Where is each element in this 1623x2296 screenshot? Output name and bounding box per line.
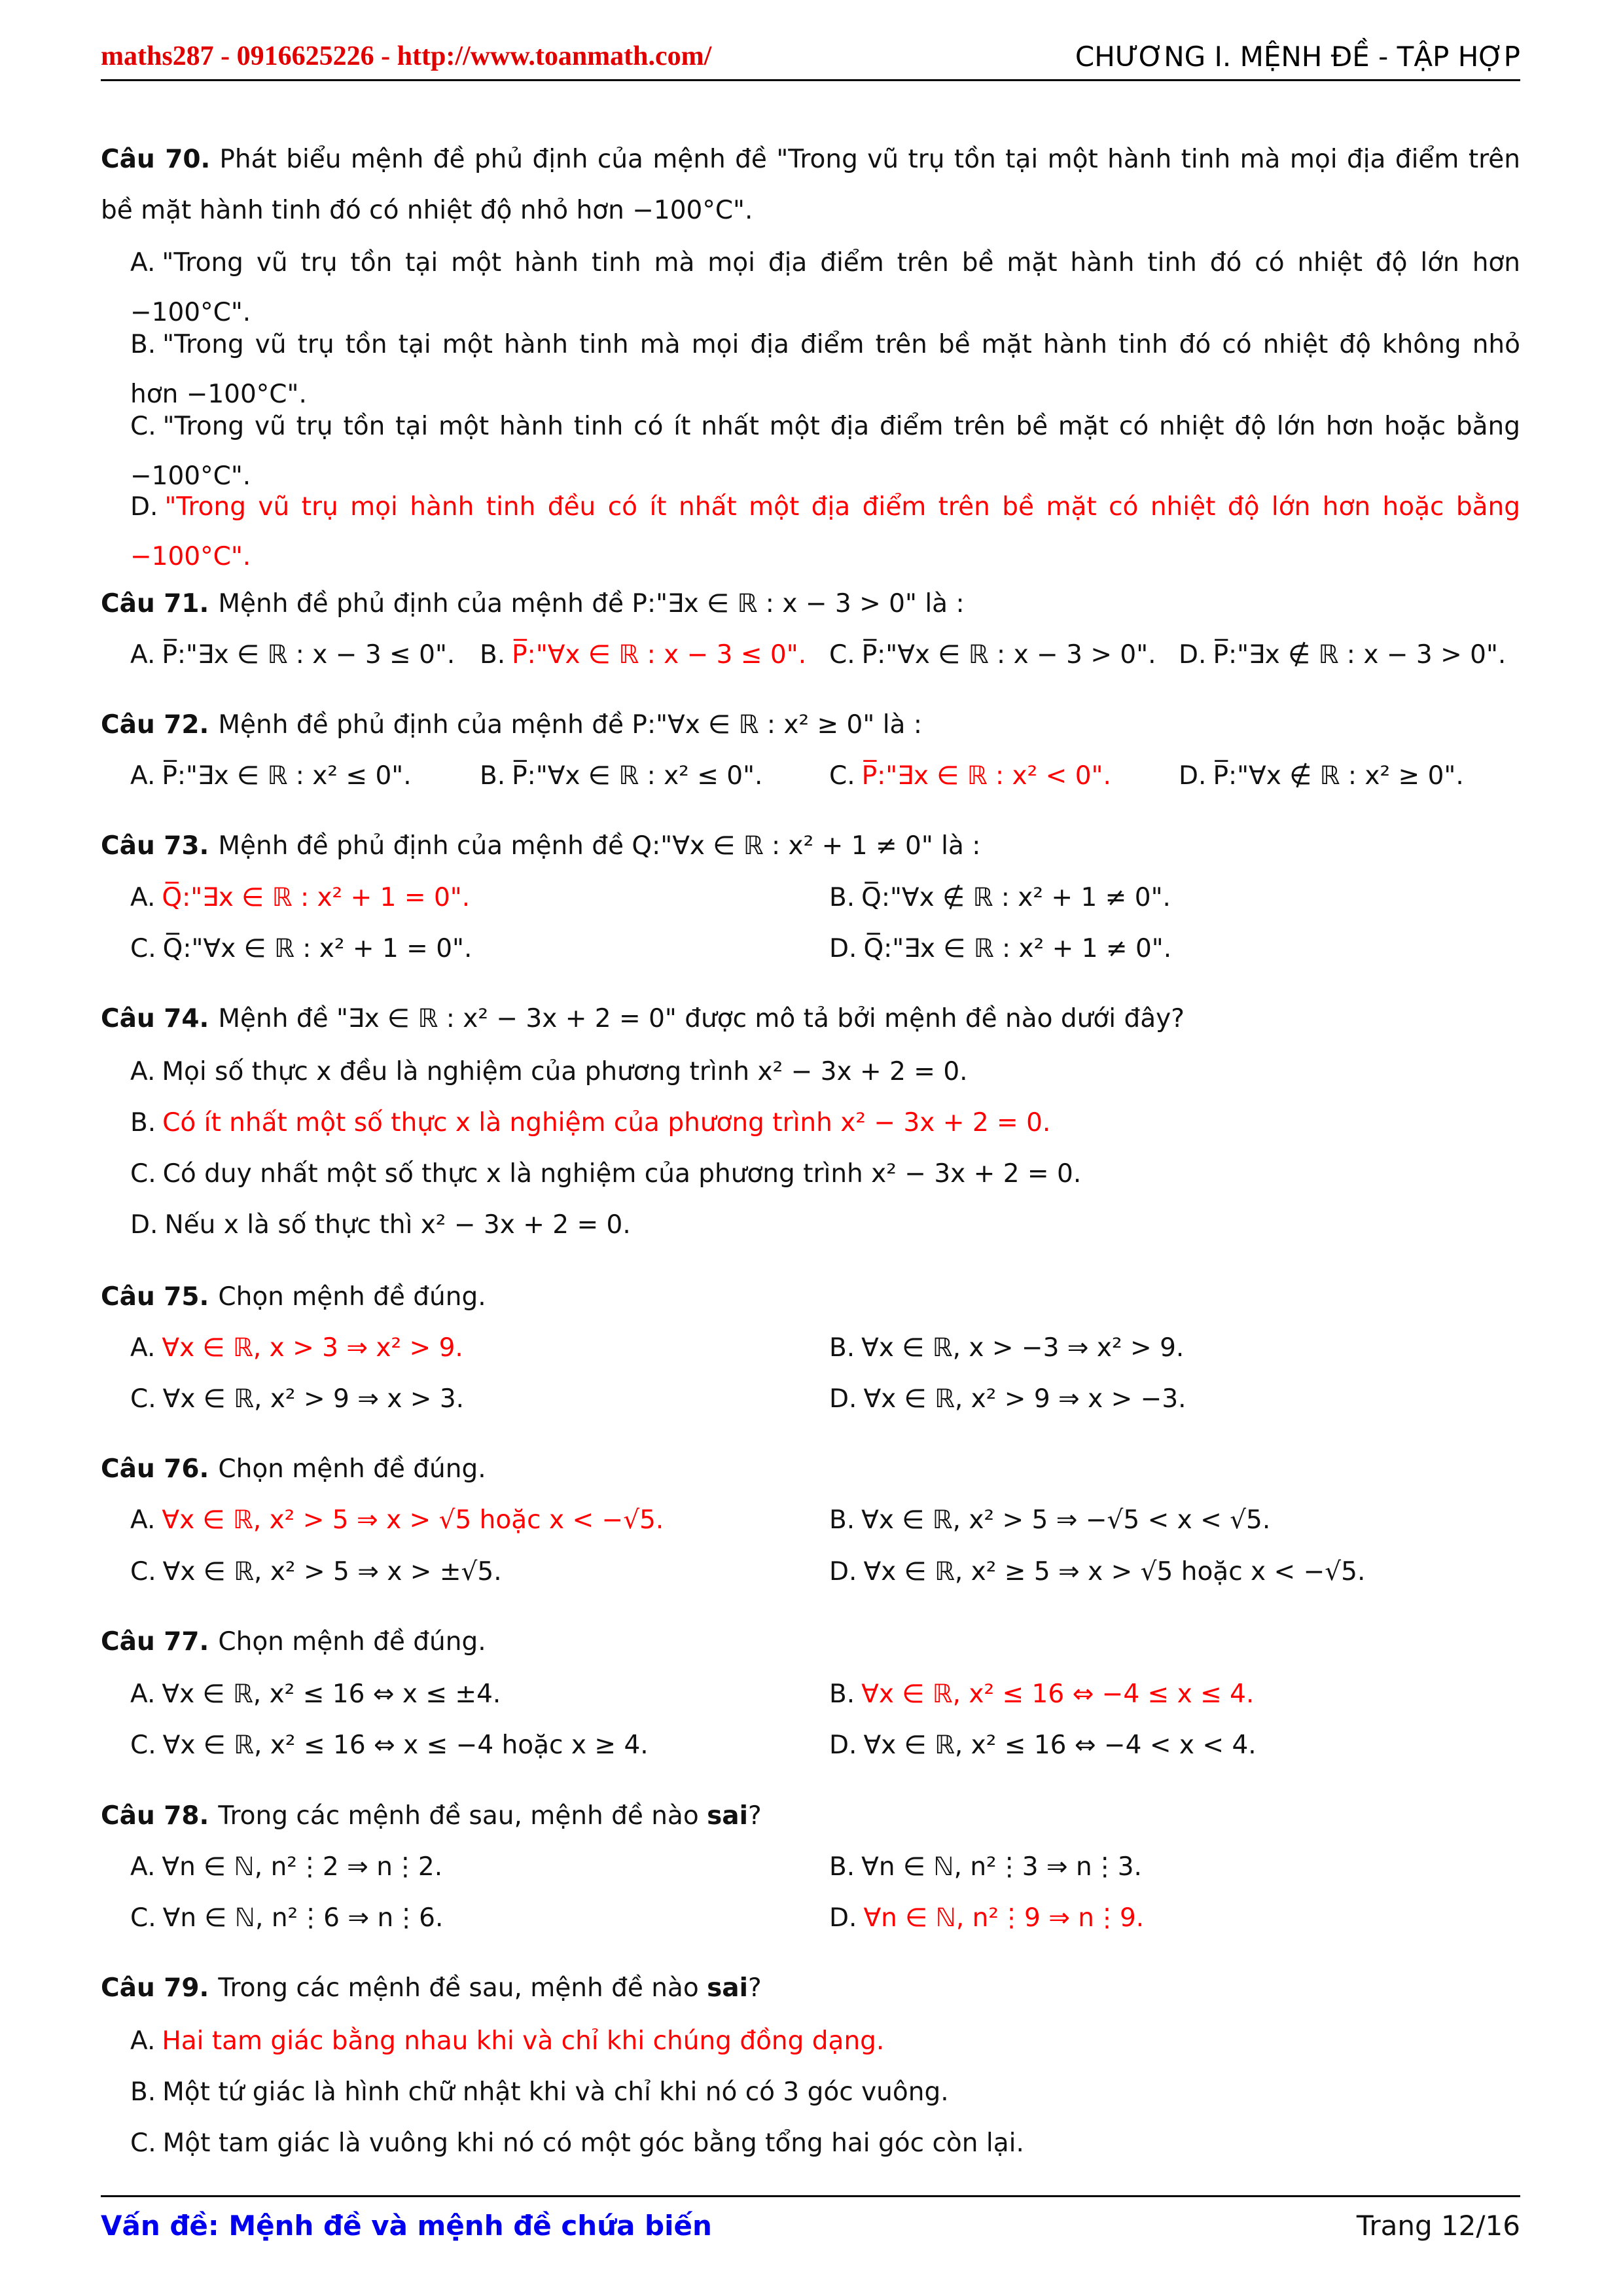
option-label: D. — [1179, 761, 1207, 791]
answer-option — [130, 638, 455, 672]
emphasis-text: sai — [707, 1801, 748, 1831]
option-label: D. — [829, 933, 857, 963]
option-label: D. — [1179, 639, 1207, 670]
option-text: ∀x ∈ ℝ, x > −3 ⇒ x² > 9. — [861, 1333, 1185, 1363]
answer-option — [480, 759, 762, 793]
answer-option — [130, 378, 307, 412]
option-text: P̅:"∀x ∈ ℝ : x − 3 > 0". — [861, 639, 1156, 670]
option-text: Nếu x là số thực thì x² − 3x + 2 = 0. — [164, 1210, 631, 1240]
question-number: Câu 73. — [101, 831, 209, 861]
option-text: Q̅:"∃x ∈ ℝ : x² + 1 ≠ 0". — [863, 933, 1172, 963]
answer-option — [130, 759, 412, 793]
option-text: P̅:"∃x ∈ ℝ : x − 3 ≤ 0". — [162, 639, 455, 670]
answer-option-correct — [130, 490, 1520, 524]
question-text-line — [101, 1625, 486, 1659]
option-label: B. — [130, 330, 156, 360]
answer-option — [130, 1157, 1081, 1191]
question-text-line — [101, 1280, 486, 1314]
question-text-line — [101, 829, 980, 863]
question-text: Mệnh đề phủ định của mệnh đề Q:"∀x ∈ ℝ : x² + 1 ≠ 0" là : — [218, 831, 981, 861]
option-label: C. — [130, 1903, 156, 1933]
option-text: Một tứ giác là hình chữ nhật khi và chỉ khi nó có 3 góc vuông. — [162, 2077, 949, 2107]
answer-option — [130, 2075, 949, 2109]
answer-option-correct — [480, 638, 806, 672]
option-text: "Trong vũ trụ mọi hành tinh đều có ít nhất một địa điểm trên bề mặt có nhiệt độ lớn hơn hoặc bằng — [164, 492, 1520, 522]
question-number: Câu 74. — [101, 1004, 209, 1034]
answer-option-correct — [829, 1677, 1254, 1712]
option-text: Mọi số thực x đều là nghiệm của phương trình x² − 3x + 2 = 0. — [162, 1056, 968, 1086]
question-text: Mệnh đề "∃x ∈ ℝ : x² − 3x + 2 = 0" được mô tả bởi mệnh đề nào dưới đây? — [218, 1004, 1185, 1034]
option-label: B. — [829, 1505, 855, 1535]
header-divider — [101, 79, 1520, 81]
question-text-line — [101, 1452, 486, 1486]
answer-option — [130, 1555, 502, 1589]
answer-option — [829, 881, 1171, 915]
option-text: Q̅:"∃x ∈ ℝ : x² + 1 = 0". — [162, 882, 471, 912]
question-number: Câu 70. — [101, 144, 211, 174]
option-label: B. — [480, 639, 506, 670]
question-text-line — [101, 587, 965, 621]
option-text: ∀n ∈ ℕ, n²⋮2 ⇒ n⋮2. — [162, 1852, 443, 1882]
question-text-line — [101, 1002, 1185, 1036]
answer-option — [829, 1331, 1184, 1365]
option-text: P̅:"∀x ∈ ℝ : x − 3 ≤ 0". — [512, 639, 807, 670]
page-number: Trang 12/16 — [1356, 2210, 1520, 2242]
option-label: B. — [130, 2077, 156, 2107]
option-label: A. — [130, 639, 156, 670]
answer-option — [130, 1055, 968, 1089]
option-label: B. — [829, 1679, 855, 1710]
option-label: B. — [829, 1333, 855, 1363]
option-text: ∀x ∈ ℝ, x² ≤ 16 ⇔ −4 < x < 4. — [863, 1731, 1257, 1761]
option-text: ∀x ∈ ℝ, x² ≤ 16 ⇔ −4 ≤ x ≤ 4. — [861, 1679, 1255, 1710]
answer-option-correct — [130, 881, 470, 915]
answer-option — [130, 410, 1520, 444]
option-label: B. — [829, 882, 855, 912]
question-text-line — [101, 1799, 762, 1833]
question-number: Câu 78. — [101, 1801, 209, 1831]
option-text: ∀x ∈ ℝ, x² > 5 ⇒ x > ±√5. — [162, 1556, 502, 1587]
answer-option-correct — [130, 540, 251, 574]
option-label: B. — [829, 1852, 855, 1882]
answer-option — [1179, 759, 1464, 793]
answer-option — [130, 1901, 443, 1935]
question-text-line — [101, 143, 1520, 177]
footer-divider — [101, 2195, 1520, 2197]
answer-option — [130, 1677, 501, 1712]
answer-option — [829, 638, 1156, 672]
question-number: Câu 72. — [101, 710, 209, 740]
option-label: A. — [130, 1679, 156, 1710]
question-number: Câu 76. — [101, 1454, 209, 1484]
option-text: −100°C". — [130, 542, 251, 572]
option-text: Hai tam giác bằng nhau khi và chỉ khi chúng đồng dạng. — [162, 2026, 885, 2056]
question-text: Chọn mệnh đề đúng. — [218, 1454, 486, 1484]
question-text-line — [101, 1971, 762, 2005]
answer-option-correct — [130, 1331, 463, 1365]
question-text-line — [101, 194, 753, 228]
question-number: Câu 75. — [101, 1282, 209, 1312]
question-text: Mệnh đề phủ định của mệnh đề P:"∃x ∈ ℝ : x − 3 > 0" là : — [218, 588, 965, 619]
option-label: C. — [130, 412, 156, 442]
option-text: −100°C". — [130, 461, 251, 492]
question-text: Trong các mệnh đề sau, mệnh đề nào — [218, 1801, 707, 1831]
option-text: ∀x ∈ ℝ, x² > 9 ⇒ x > −3. — [863, 1384, 1186, 1414]
option-label: A. — [130, 2026, 156, 2056]
question-text: ? — [748, 1801, 762, 1831]
option-text: ∀n ∈ ℕ, n²⋮6 ⇒ n⋮6. — [162, 1903, 444, 1933]
answer-option-correct — [829, 759, 1111, 793]
option-text: P̅:"∀x ∉ ℝ : x² ≥ 0". — [1213, 761, 1464, 791]
option-text: ∀n ∈ ℕ, n²⋮3 ⇒ n⋮3. — [861, 1852, 1142, 1882]
option-label: C. — [130, 933, 156, 963]
option-text: P̅:"∀x ∈ ℝ : x² ≤ 0". — [512, 761, 763, 791]
answer-option — [829, 1555, 1365, 1589]
option-label: D. — [829, 1556, 857, 1587]
option-text: P̅:"∃x ∈ ℝ : x² < 0". — [861, 761, 1111, 791]
footer-topic: Vấn đề: Mệnh đề và mệnh đề chứa biến — [101, 2210, 712, 2242]
option-text: ∀n ∈ ℕ, n²⋮9 ⇒ n⋮9. — [863, 1903, 1145, 1933]
option-label: C. — [829, 639, 855, 670]
option-label: B. — [130, 1107, 156, 1138]
option-text: ∀x ∈ ℝ, x² ≤ 16 ⇔ x ≤ ±4. — [162, 1679, 501, 1710]
option-label: D. — [829, 1903, 857, 1933]
option-label: C. — [130, 2128, 156, 2159]
question-text: Mệnh đề phủ định của mệnh đề P:"∀x ∈ ℝ : x² ≥ 0" là : — [218, 710, 922, 740]
answer-option — [829, 1729, 1257, 1763]
option-text: ∀x ∈ ℝ, x² ≤ 16 ⇔ x ≤ −4 hoặc x ≥ 4. — [162, 1731, 649, 1761]
option-label: A. — [130, 248, 156, 278]
option-label: C. — [130, 1384, 156, 1414]
question-text-line — [101, 708, 922, 742]
option-text: ∀x ∈ ℝ, x > 3 ⇒ x² > 9. — [162, 1333, 463, 1363]
option-label: C. — [829, 761, 855, 791]
question-text: ? — [748, 1973, 762, 2003]
header-source: maths287 - 0916625226 - http://www.toanmath.com/ — [101, 41, 712, 71]
option-text: ∀x ∈ ℝ, x² ≥ 5 ⇒ x > √5 hoặc x < −√5. — [863, 1556, 1366, 1587]
option-text: ∀x ∈ ℝ, x² > 5 ⇒ x > √5 hoặc x < −√5. — [162, 1505, 664, 1535]
option-text: "Trong vũ trụ tồn tại một hành tinh mà mọi địa điểm trên bề mặt hành tinh đó có nhiệt độ không nhỏ — [162, 330, 1520, 360]
option-label: D. — [829, 1731, 857, 1761]
answer-option — [829, 932, 1171, 966]
question-text: Phát biểu mệnh đề phủ định của mệnh đề "Trong vũ trụ tồn tại một hành tinh mà mọi địa điểm trên — [219, 144, 1520, 174]
option-label: A. — [130, 1056, 156, 1086]
option-text: ∀x ∈ ℝ, x² > 5 ⇒ −√5 < x < √5. — [861, 1505, 1271, 1535]
option-label: A. — [130, 1333, 156, 1363]
option-label: B. — [480, 761, 506, 791]
answer-option-correct — [130, 1106, 1050, 1140]
question-text: Trong các mệnh đề sau, mệnh đề nào — [218, 1973, 707, 2003]
answer-option-correct — [130, 1503, 664, 1537]
answer-option — [130, 459, 251, 493]
option-label: C. — [130, 1731, 156, 1761]
answer-option — [130, 296, 251, 330]
answer-option — [130, 1729, 649, 1763]
option-text: Q̅:"∀x ∉ ℝ : x² + 1 ≠ 0". — [861, 882, 1171, 912]
option-label: A. — [130, 1852, 156, 1882]
option-text: Có duy nhất một số thực x là nghiệm của phương trình x² − 3x + 2 = 0. — [162, 1158, 1082, 1189]
option-label: A. — [130, 761, 156, 791]
option-label: C. — [130, 1556, 156, 1587]
answer-option-correct — [130, 2024, 884, 2058]
option-label: D. — [130, 492, 158, 522]
option-label: A. — [130, 882, 156, 912]
answer-option — [130, 1208, 631, 1242]
answer-option — [130, 328, 1520, 362]
option-label: C. — [130, 1158, 156, 1189]
option-text: P̅:"∃x ∈ ℝ : x² ≤ 0". — [162, 761, 412, 791]
answer-option — [130, 1850, 442, 1884]
question-text: bề mặt hành tinh đó có nhiệt độ nhỏ hơn −100°C". — [101, 195, 753, 225]
option-label: D. — [829, 1384, 857, 1414]
option-text: "Trong vũ trụ tồn tại một hành tinh có ít nhất một địa điểm trên bề mặt có nhiệt độ lớn hơn hoặc bằng — [162, 412, 1520, 442]
option-text: Q̅:"∀x ∈ ℝ : x² + 1 = 0". — [162, 933, 473, 963]
option-text: Một tam giác là vuông khi nó có một góc bằng tổng hai góc còn lại. — [162, 2128, 1024, 2159]
option-text: Có ít nhất một số thực x là nghiệm của phương trình x² − 3x + 2 = 0. — [162, 1107, 1051, 1138]
option-text: P̅:"∃x ∉ ℝ : x − 3 > 0". — [1213, 639, 1507, 670]
answer-option-correct — [829, 1901, 1144, 1935]
answer-option — [829, 1850, 1142, 1884]
answer-option — [130, 2126, 1024, 2161]
option-text: ∀x ∈ ℝ, x² > 9 ⇒ x > 3. — [162, 1384, 465, 1414]
question-number: Câu 77. — [101, 1626, 209, 1657]
option-text: hơn −100°C". — [130, 380, 307, 410]
answer-option — [130, 1382, 464, 1416]
answer-option — [829, 1382, 1186, 1416]
answer-option — [130, 932, 472, 966]
answer-option — [829, 1503, 1270, 1537]
header-chapter: CHƯƠNG I. MỆNH ĐỀ - TẬP HỢP — [1075, 41, 1520, 73]
question-text: Chọn mệnh đề đúng. — [218, 1626, 486, 1657]
question-number: Câu 79. — [101, 1973, 209, 2003]
answer-option — [130, 246, 1520, 280]
emphasis-text: sai — [707, 1973, 748, 2003]
option-text: −100°C". — [130, 298, 251, 328]
answer-option — [1179, 638, 1506, 672]
option-label: A. — [130, 1505, 156, 1535]
question-text: Chọn mệnh đề đúng. — [218, 1282, 486, 1312]
question-number: Câu 71. — [101, 588, 209, 619]
option-label: D. — [130, 1210, 158, 1240]
option-text: "Trong vũ trụ tồn tại một hành tinh mà mọi địa điểm trên bề mặt hành tinh đó có nhiệt độ lớn hơn — [162, 248, 1520, 278]
